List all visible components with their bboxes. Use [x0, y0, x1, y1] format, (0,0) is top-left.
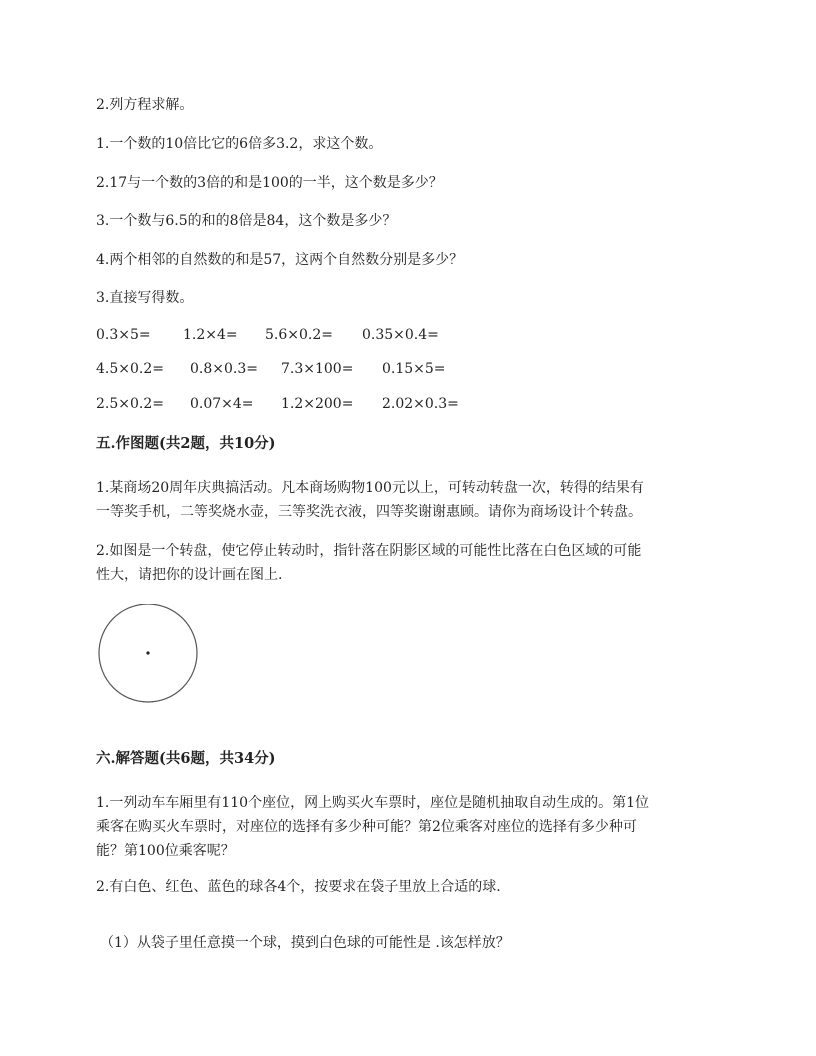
- calc-item: 1.2×200=: [281, 396, 354, 412]
- calc-item: 4.5×0.2=: [96, 361, 164, 377]
- calc-item: 5.6×0.2=: [265, 327, 333, 343]
- answer-question-2-sub-1: （1）从袋子里任意摸一个球，摸到白色球的可能性是 .该怎样放？: [100, 935, 510, 951]
- section-3-title: 3.直接写得数。: [96, 290, 194, 306]
- drawing-question-1-line-2: 一等奖手机，二等奖烧水壶，三等奖洗衣液，四等奖谢谢惠顾。请你为商场设计个转盘。: [96, 504, 642, 520]
- calc-item: 1.2×4=: [183, 327, 238, 343]
- calc-item: 0.15×5=: [382, 361, 446, 377]
- calc-item: 0.8×0.3=: [190, 361, 258, 377]
- calc-item: 0.07×4=: [190, 396, 254, 412]
- spinner-circle: [97, 604, 201, 704]
- spinner-center-dot: [146, 651, 149, 654]
- drawing-question-2-line-2: 性大，请把你的设计画在图上.: [96, 567, 283, 583]
- calc-item: 2.02×0.3=: [382, 396, 459, 412]
- equation-question-4: 4.两个相邻的自然数的和是57，这两个自然数分别是多少？: [96, 252, 464, 268]
- equation-question-3: 3.一个数与6.5的和的8倍是84，这个数是多少？: [96, 213, 397, 229]
- calc-item: 7.3×100=: [281, 361, 354, 377]
- answer-question-1-line-2: 乘客在购买火车票时，对座位的选择有多少种可能？第2位乘客对座位的选择有多少种可: [96, 819, 637, 835]
- answer-question-2: 2.有白色、红色、蓝色的球各4个，按要求在袋子里放上合适的球.: [96, 879, 501, 895]
- calc-item: 2.5×0.2=: [96, 396, 164, 412]
- drawing-question-1-line-1: 1.某商场20周年庆典搞活动。凡本商场购物100元以上，可转动转盘一次，转得的结果有: [96, 480, 644, 496]
- calc-item: 0.35×0.4=: [362, 327, 439, 343]
- section-2-title: 2.列方程求解。: [96, 97, 194, 113]
- part-5-heading: 五.作图题(共2题，共10分): [96, 435, 276, 452]
- answer-question-1-line-1: 1.一列动车车厢里有110个座位，网上购买火车票时，座位是随机抽取自动生成的。第1位: [96, 795, 649, 811]
- equation-question-2: 2.17与一个数的3倍的和是100的一半，这个数是多少？: [96, 175, 443, 191]
- part-6-heading: 六.解答题(共6题，共34分): [96, 750, 276, 767]
- equation-question-1: 1.一个数的10倍比它的6倍多3.2，求这个数。: [96, 136, 383, 152]
- answer-question-1-line-3: 能？第100位乘客呢？: [96, 843, 235, 859]
- calc-item: 0.3×5=: [96, 327, 151, 343]
- drawing-question-2-line-1: 2.如图是一个转盘，使它停止转动时，指针落在阴影区域的可能性比落在白色区域的可能: [96, 543, 642, 559]
